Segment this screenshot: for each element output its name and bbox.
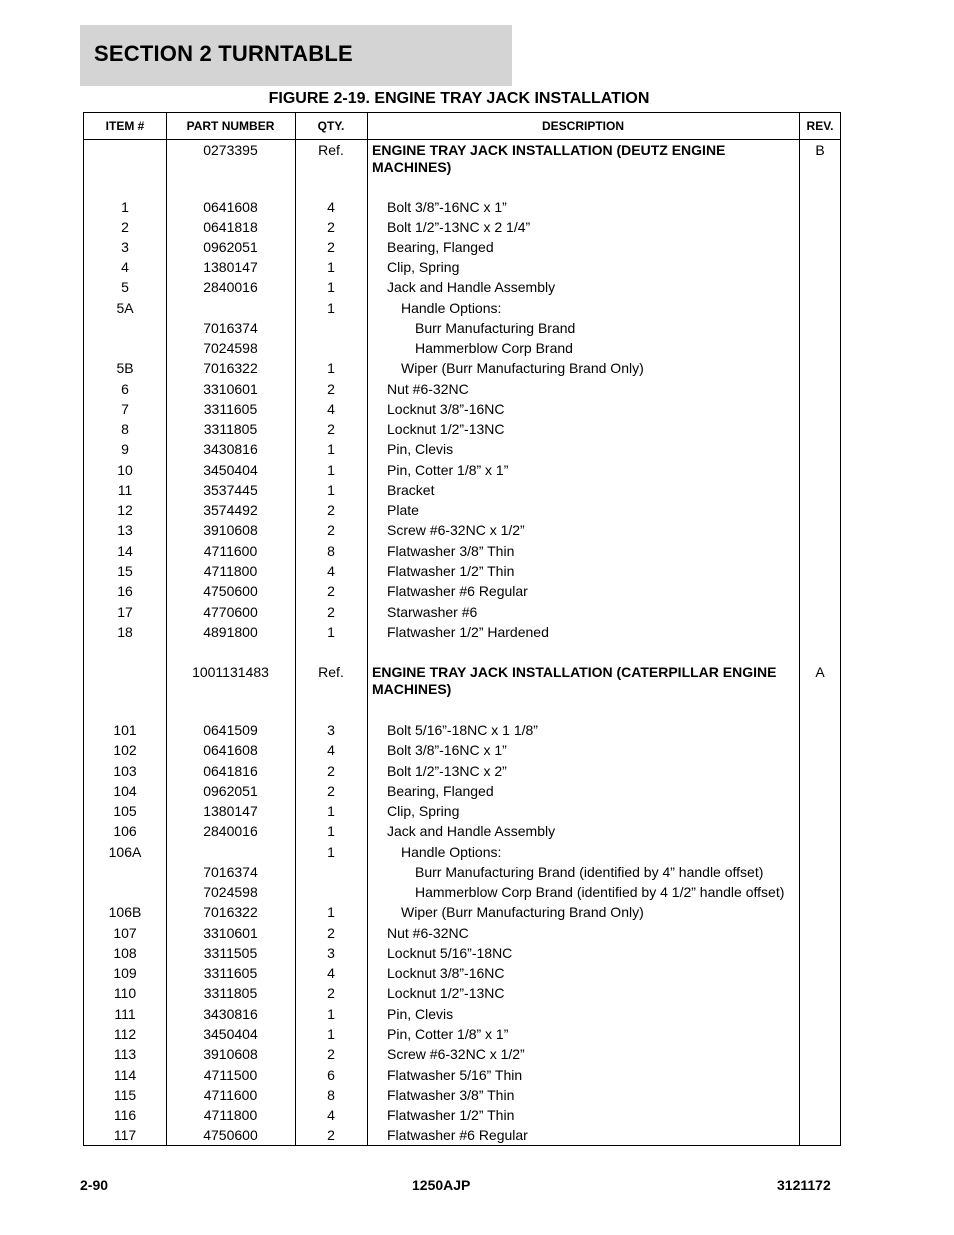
item-number: 111 — [114, 1006, 136, 1022]
quantity: 1 — [327, 904, 335, 920]
part-number: 7016374 — [203, 320, 258, 336]
item-number: 12 — [117, 502, 133, 518]
part-number: 7024598 — [203, 340, 258, 356]
item-number: 108 — [113, 945, 137, 961]
part-number: 0641608 — [203, 199, 258, 215]
description: Clip, Spring — [387, 259, 460, 275]
part-number: 3430816 — [203, 1006, 258, 1022]
part-number: 4750600 — [203, 1127, 258, 1143]
part-number: 3537445 — [203, 482, 258, 498]
item-number: 14 — [117, 543, 133, 559]
description: Flatwasher 3/8” Thin — [387, 1087, 515, 1103]
part-number: 0641608 — [203, 742, 258, 758]
model-number: 1250AJP — [412, 1177, 471, 1193]
quantity: 8 — [327, 1087, 335, 1103]
part-number: 4711500 — [203, 1067, 258, 1083]
part-number: 1380147 — [203, 259, 258, 275]
quantity: 1 — [327, 844, 335, 860]
item-number: 3 — [121, 239, 129, 255]
quantity: 1 — [327, 462, 335, 478]
header-qty: QTY. — [317, 119, 345, 133]
part-number: 1001131483 — [192, 664, 269, 680]
quantity: 4 — [327, 1107, 335, 1123]
item-number: 8 — [121, 421, 129, 437]
item-number: 113 — [113, 1046, 137, 1062]
description: Bolt 1/2”-13NC x 2” — [387, 763, 507, 779]
quantity: 4 — [327, 199, 335, 215]
item-number: 107 — [113, 925, 137, 941]
part-number: 4770600 — [203, 604, 258, 620]
description: Screw #6-32NC x 1/2” — [387, 1046, 525, 1062]
part-number: 3310601 — [203, 381, 258, 397]
description: Bearing, Flanged — [387, 239, 494, 255]
item-number: 106 — [113, 823, 137, 839]
revision: A — [815, 664, 825, 680]
part-number: 2840016 — [203, 823, 258, 839]
header-description: DESCRIPTION — [541, 119, 624, 133]
description: Pin, Clevis — [387, 441, 454, 457]
description: Locknut 3/8”-16NC — [387, 965, 505, 981]
quantity: 2 — [327, 239, 335, 255]
section-banner — [80, 25, 512, 86]
part-number: 3311505 — [203, 945, 258, 961]
description: Handle Options: — [401, 844, 502, 860]
part-number: 3311605 — [203, 965, 258, 981]
quantity: 2 — [327, 522, 335, 538]
description: Burr Manufacturing Brand — [415, 320, 576, 336]
part-number: 4711800 — [203, 1107, 258, 1123]
quantity: Ref. — [318, 664, 344, 680]
description: Flatwasher #6 Regular — [387, 583, 528, 599]
description: Jack and Handle Assembly — [387, 823, 556, 839]
quantity: 2 — [327, 1046, 335, 1062]
part-number: 0641816 — [203, 763, 258, 779]
parts-table — [83, 112, 841, 1146]
description: Bolt 1/2”-13NC x 2 1/4” — [387, 219, 531, 235]
description: Wiper (Burr Manufacturing Brand Only) — [401, 360, 644, 376]
item-number: 17 — [117, 604, 133, 620]
part-number: 0641818 — [203, 219, 258, 235]
part-number: 7016322 — [203, 360, 258, 376]
item-number: 10 — [117, 462, 133, 478]
description: Flatwasher 5/16” Thin — [387, 1067, 523, 1083]
quantity: 1 — [327, 1026, 335, 1042]
item-number: 5A — [116, 300, 134, 316]
description: Wiper (Burr Manufacturing Brand Only) — [401, 904, 644, 920]
quantity: 2 — [327, 604, 335, 620]
description: Jack and Handle Assembly — [387, 279, 556, 295]
quantity: 2 — [327, 219, 335, 235]
item-number: 102 — [113, 742, 137, 758]
part-number: 4750600 — [203, 583, 258, 599]
item-number: 101 — [113, 722, 137, 738]
part-number: 0962051 — [203, 239, 258, 255]
part-number: 3450404 — [203, 462, 258, 478]
item-number: 15 — [117, 563, 133, 579]
part-number: 0641509 — [203, 722, 258, 738]
description: Hammerblow Corp Brand (identified by 4 1/2” handle offset) — [415, 884, 785, 900]
description: Bolt 3/8”-16NC x 1” — [387, 742, 507, 758]
description: Plate — [387, 502, 419, 518]
part-number: 3430816 — [203, 441, 258, 457]
header-item: ITEM # — [105, 119, 145, 133]
item-number: 106A — [108, 844, 142, 860]
description: Bolt 3/8”-16NC x 1” — [387, 199, 507, 215]
description: Nut #6-32NC — [387, 381, 469, 397]
part-number: 4711800 — [203, 563, 258, 579]
description: Flatwasher 3/8” Thin — [387, 543, 515, 559]
document-number: 3121172 — [777, 1177, 831, 1193]
quantity: 2 — [327, 421, 335, 437]
quantity: 2 — [327, 985, 335, 1001]
description: Pin, Cotter 1/8” x 1” — [387, 1026, 509, 1042]
description: Locknut 3/8”-16NC — [387, 401, 505, 417]
description: Bearing, Flanged — [387, 783, 494, 799]
quantity: 3 — [327, 722, 335, 738]
description: Handle Options: — [401, 300, 502, 316]
item-number: 18 — [117, 624, 133, 640]
description: Flatwasher 1/2” Thin — [387, 1107, 515, 1123]
description: Flatwasher 1/2” Thin — [387, 563, 515, 579]
part-number: 3450404 — [203, 1026, 258, 1042]
description: Pin, Clevis — [387, 1006, 454, 1022]
part-number: 2840016 — [203, 279, 258, 295]
item-number: 109 — [113, 965, 137, 981]
quantity: 1 — [327, 279, 335, 295]
description: Starwasher #6 — [387, 604, 478, 620]
item-number: 117 — [113, 1127, 137, 1143]
item-number: 7 — [121, 401, 129, 417]
part-number: 3310601 — [203, 925, 258, 941]
item-number: 9 — [121, 441, 129, 457]
part-number: 3311805 — [203, 421, 258, 437]
part-number: 7016374 — [203, 864, 258, 880]
quantity: 4 — [327, 742, 335, 758]
part-number: 3910608 — [203, 522, 258, 538]
item-number: 106B — [108, 904, 142, 920]
quantity: 3 — [327, 945, 335, 961]
section-title: SECTION 2 TURNTABLE — [94, 41, 353, 66]
quantity: 2 — [327, 381, 335, 397]
header-rev: REV. — [806, 119, 834, 133]
quantity: 1 — [327, 803, 335, 819]
description: ENGINE TRAY JACK INSTALLATION (DEUTZ ENGINE MACHINES) — [372, 142, 726, 175]
part-number: 7016322 — [203, 904, 258, 920]
figure-title: FIGURE 2-19. ENGINE TRAY JACK INSTALLATION — [268, 90, 650, 107]
part-number: 4891800 — [203, 624, 258, 640]
part-number: 3574492 — [203, 502, 258, 518]
part-number: 0273395 — [203, 142, 258, 158]
description: Bolt 5/16”-18NC x 1 1/8” — [387, 722, 538, 738]
item-number: 1 — [121, 199, 129, 215]
quantity: 4 — [327, 965, 335, 981]
header-part-number: PART NUMBER — [186, 119, 275, 133]
description: Pin, Cotter 1/8” x 1” — [387, 462, 509, 478]
page-number: 2-90 — [80, 1177, 109, 1193]
quantity: 1 — [327, 441, 335, 457]
item-number: 6 — [121, 381, 129, 397]
part-number: 7024598 — [203, 884, 258, 900]
part-number: 3311805 — [203, 985, 258, 1001]
description: Flatwasher #6 Regular — [387, 1127, 528, 1143]
quantity: 4 — [327, 563, 335, 579]
part-number: 3910608 — [203, 1046, 258, 1062]
item-number: 112 — [113, 1026, 137, 1042]
item-number: 110 — [113, 985, 137, 1001]
table-body — [84, 113, 840, 1145]
quantity: 8 — [327, 543, 335, 559]
item-number: 5B — [116, 360, 134, 376]
quantity: 1 — [327, 1006, 335, 1022]
part-number: 4711600 — [203, 543, 258, 559]
item-number: 4 — [121, 259, 129, 275]
item-number: 105 — [113, 803, 137, 819]
quantity: 1 — [327, 823, 335, 839]
quantity: 1 — [327, 300, 335, 316]
description: Flatwasher 1/2” Hardened — [387, 624, 549, 640]
description: Hammerblow Corp Brand — [415, 340, 573, 356]
description: Burr Manufacturing Brand (identified by 4” handle offset) — [415, 864, 764, 880]
item-number: 103 — [113, 763, 137, 779]
item-number: 11 — [117, 482, 133, 498]
item-number: 16 — [117, 583, 133, 599]
quantity: 1 — [327, 482, 335, 498]
description: Clip, Spring — [387, 803, 460, 819]
item-number: 5 — [121, 279, 129, 295]
quantity: 2 — [327, 583, 335, 599]
quantity: 1 — [327, 259, 335, 275]
item-number: 115 — [113, 1087, 137, 1103]
quantity: 2 — [327, 1127, 335, 1143]
quantity: 1 — [327, 360, 335, 376]
part-number: 1380147 — [203, 803, 258, 819]
quantity: Ref. — [318, 142, 344, 158]
part-number: 0962051 — [203, 783, 258, 799]
item-number: 104 — [113, 783, 137, 799]
quantity: 2 — [327, 783, 335, 799]
item-number: 2 — [121, 219, 129, 235]
description: Locknut 1/2”-13NC — [387, 985, 505, 1001]
quantity: 2 — [327, 763, 335, 779]
part-number: 4711600 — [203, 1087, 258, 1103]
description: Locknut 5/16”-18NC — [387, 945, 513, 961]
description: Screw #6-32NC x 1/2” — [387, 522, 525, 538]
quantity: 4 — [327, 401, 335, 417]
quantity: 1 — [327, 624, 335, 640]
item-number: 13 — [117, 522, 133, 538]
description: Bracket — [387, 482, 435, 498]
description: Locknut 1/2”-13NC — [387, 421, 505, 437]
item-number: 114 — [113, 1067, 137, 1083]
quantity: 6 — [327, 1067, 335, 1083]
item-number: 116 — [113, 1107, 137, 1123]
revision: B — [815, 142, 825, 158]
description: ENGINE TRAY JACK INSTALLATION (CATERPILLAR ENGINE MACHINES) — [372, 664, 777, 697]
part-number: 3311605 — [203, 401, 258, 417]
quantity: 2 — [327, 925, 335, 941]
quantity: 2 — [327, 502, 335, 518]
description: Nut #6-32NC — [387, 925, 469, 941]
